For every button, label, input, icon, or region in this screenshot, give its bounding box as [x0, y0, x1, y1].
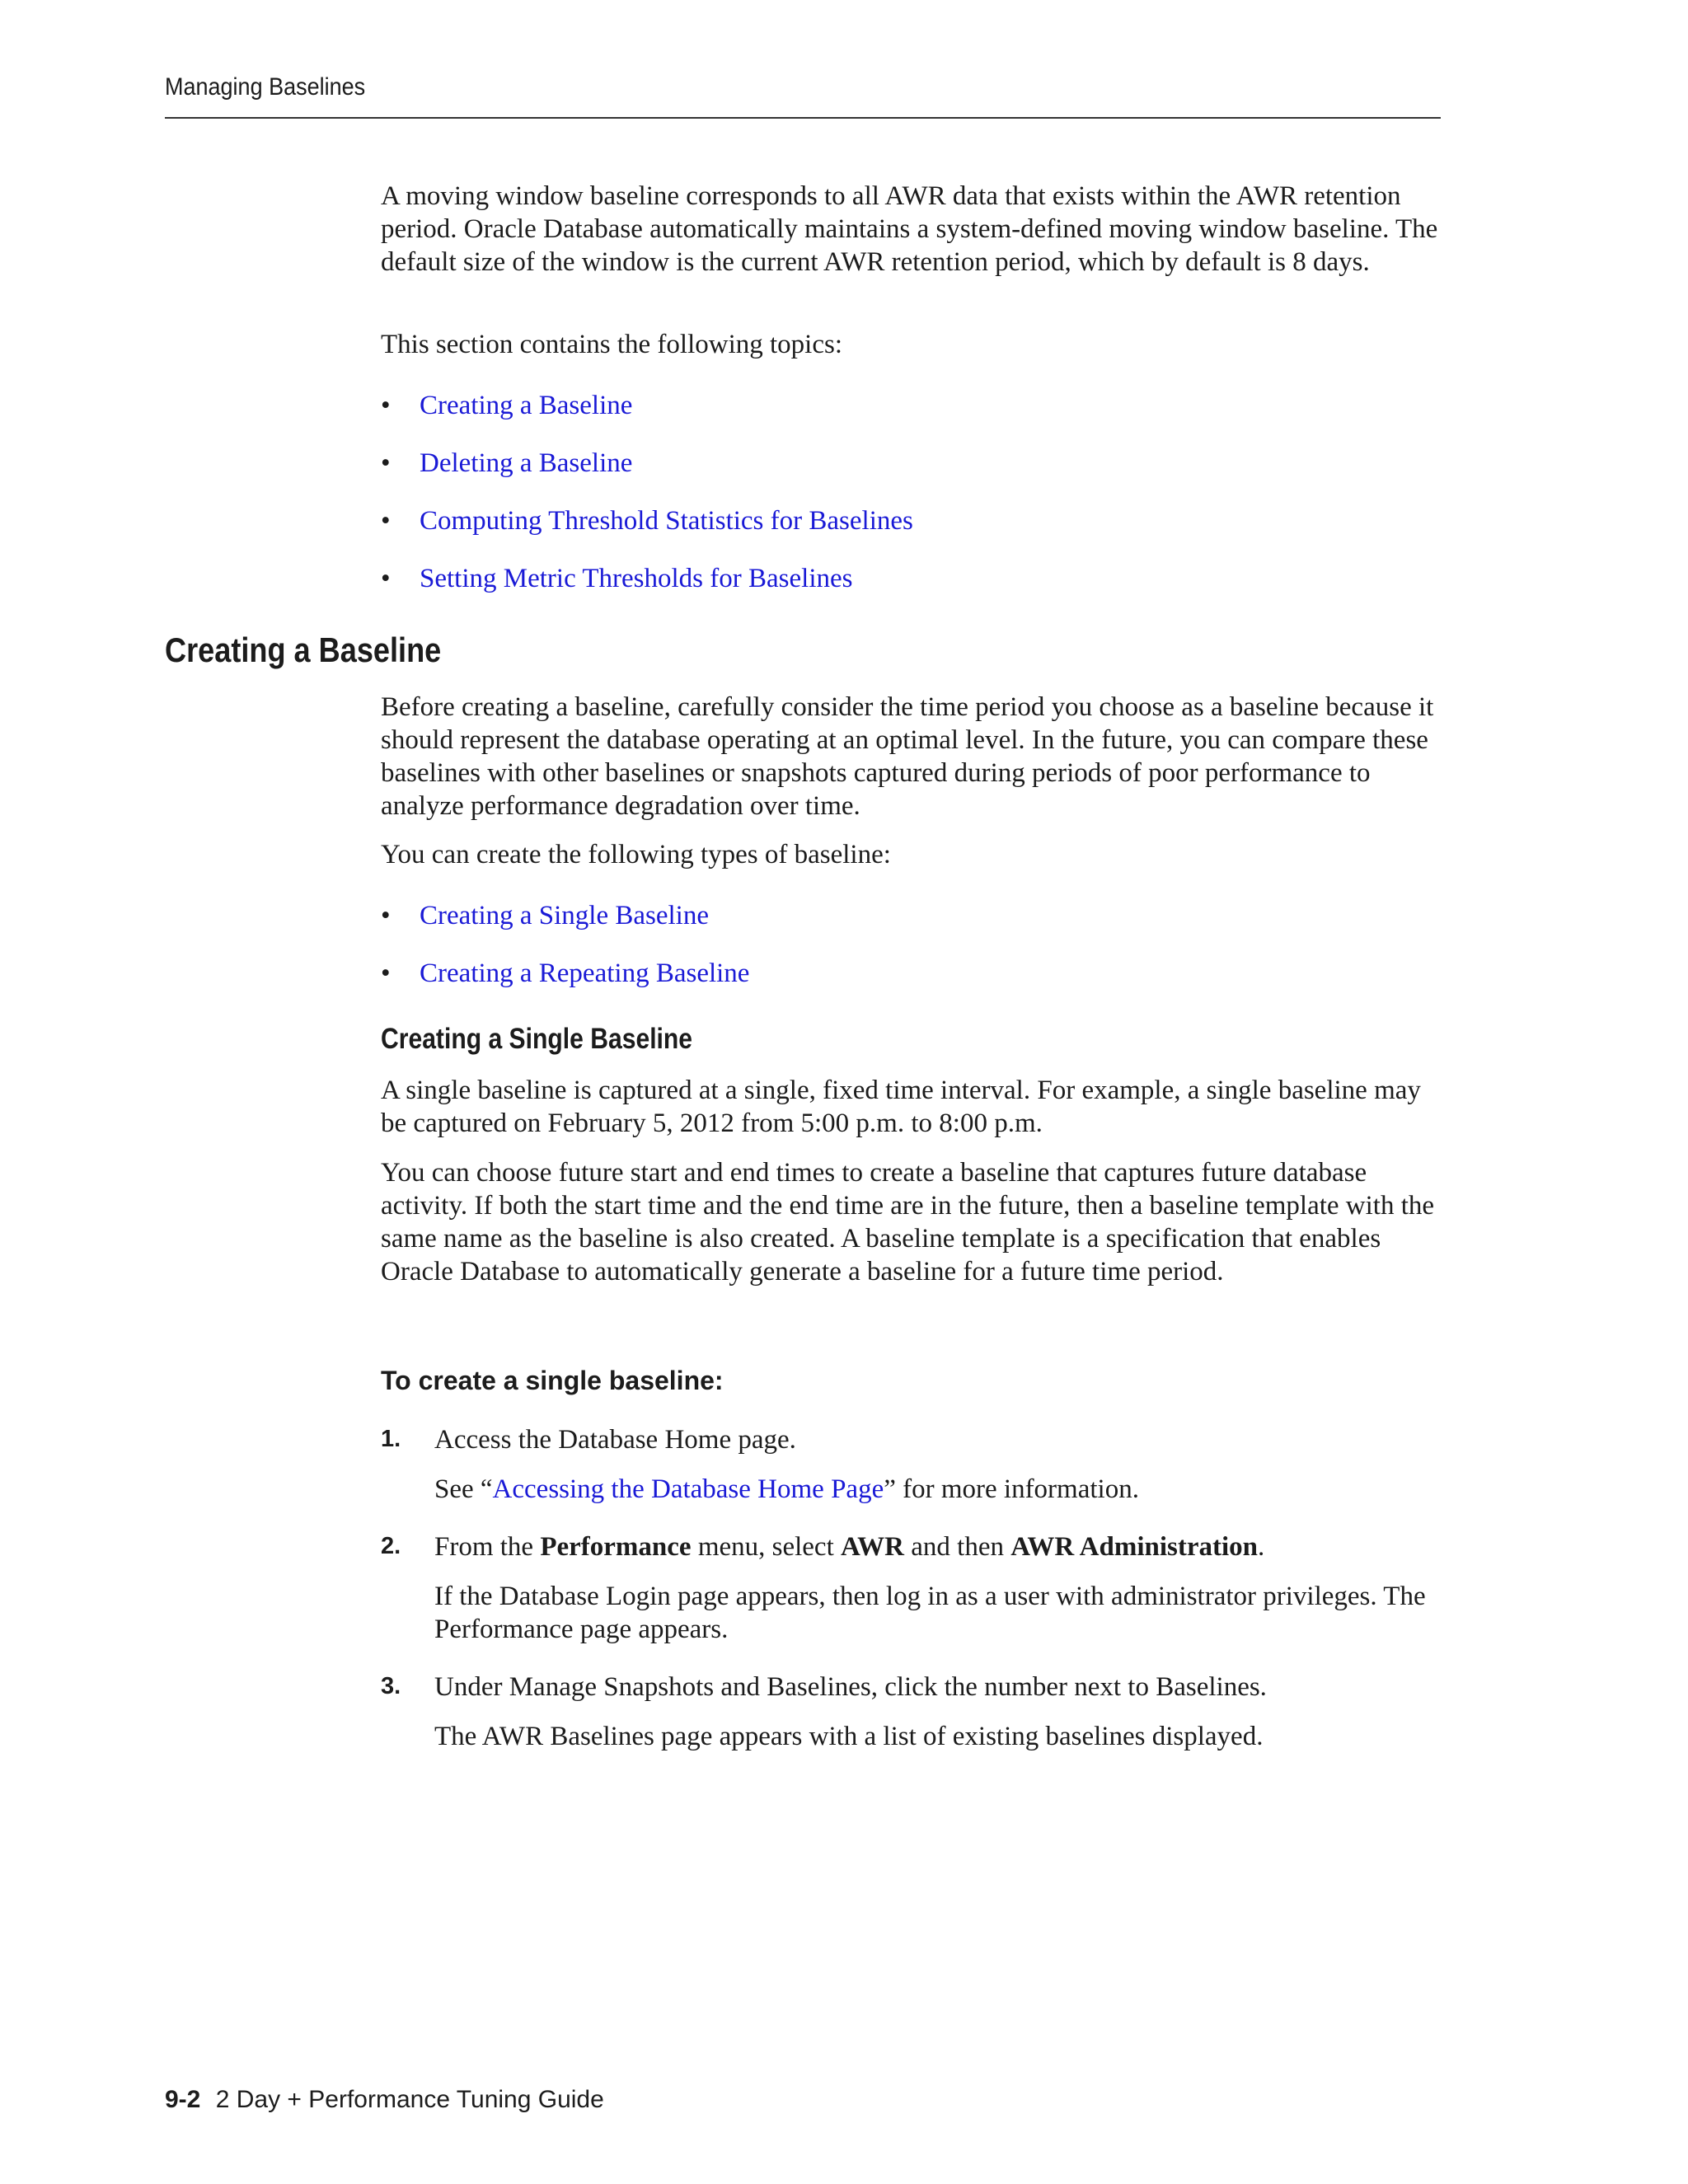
bullet-icon: •	[381, 958, 391, 988]
link-accessing-database-home-page[interactable]: Accessing the Database Home Page	[492, 1474, 884, 1504]
bullet-icon: •	[381, 506, 391, 536]
bullet-icon: •	[381, 448, 391, 478]
page-footer	[165, 2086, 604, 2114]
step-3-note: The AWR Baselines page appears with a list of existing baselines displayed.	[434, 1722, 1264, 1751]
section-heading-creating-baseline: Creating a Baseline	[165, 630, 442, 669]
link-computing-threshold[interactable]: Computing Threshold Statistics for Baselines	[420, 506, 913, 536]
menu-item-awr-administration: AWR Administration	[1010, 1532, 1259, 1562]
single-baseline-paragraph-2: You can choose future start and end times to create a baseline that captures future database activity. If both the start time and the end time are in the future, then a baseline template with the same name as the baseline is also created. A baseline template is a specification that enables Oracle Database to automatically generate a baseline for a future time period.	[381, 1158, 1435, 1286]
link-deleting-baseline[interactable]: Deleting a Baseline	[420, 448, 633, 478]
link-creating-repeating-baseline[interactable]: Creating a Repeating Baseline	[420, 958, 750, 988]
bullet-icon: •	[381, 391, 391, 420]
list-item	[381, 899, 1444, 957]
list-item	[381, 447, 1444, 504]
bullet-icon: •	[381, 901, 391, 930]
header-rule	[165, 117, 1441, 119]
intro-paragraph: A moving window baseline corresponds to all AWR data that exists within the AWR retention period. Oracle Database automatically maintains a system-defined moving window baseline. The default size of the window is the current AWR retention period, which by default is 8 days.	[381, 181, 1438, 277]
types-list	[381, 899, 1444, 1015]
menu-item-awr: AWR	[841, 1532, 905, 1562]
step-1-note	[434, 1473, 1444, 1506]
step-2-text-c: and then	[904, 1532, 1011, 1562]
creating-baseline-paragraph: Before creating a baseline, carefully consider the time period you choose as a baseline because it should represent the database operating at an optimal level. In the future, you can compare these baselines with other baselines or snapshots captured during periods of poor performance to analyze performance degradation over time.	[381, 692, 1434, 821]
procedure-heading: To create a single baseline:	[381, 1366, 724, 1395]
step-2-text-d: .	[1258, 1532, 1265, 1562]
link-creating-single-baseline[interactable]: Creating a Single Baseline	[420, 901, 709, 930]
step-2-text-b: menu, select	[691, 1532, 841, 1562]
book-title: 2 Day + Performance Tuning Guide	[215, 2086, 604, 2113]
running-header: Managing Baselines	[165, 73, 366, 101]
step-1-note-prefix: See “	[434, 1474, 493, 1504]
types-lead: You can create the following types of baseline:	[381, 840, 891, 869]
link-creating-baseline[interactable]: Creating a Baseline	[420, 391, 633, 420]
step-2-text	[434, 1530, 1444, 1563]
list-item	[381, 562, 1444, 620]
step-3-text: Under Manage Snapshots and Baselines, click the number next to Baselines.	[434, 1672, 1267, 1702]
single-baseline-paragraph-1: A single baseline is captured at a single, fixed time interval. For example, a single baseline may be captured on February 5, 2012 from 5:00 p.m. to 8:00 p.m.	[381, 1076, 1421, 1138]
topics-list	[381, 389, 1444, 620]
step-number-3: 3.	[381, 1673, 401, 1699]
step-1-text: Access the Database Home page.	[434, 1425, 796, 1455]
menu-performance: Performance	[540, 1532, 692, 1562]
subsection-heading-single-baseline: Creating a Single Baseline	[381, 1023, 693, 1055]
step-2-note: If the Database Login page appears, then log in as a user with administrator privileges. The Performance page appears.	[434, 1582, 1426, 1644]
page-number: 9-2	[165, 2086, 201, 2113]
list-item	[381, 504, 1444, 562]
step-1-note-suffix: ” for more information.	[884, 1474, 1139, 1504]
step-number-1: 1.	[381, 1426, 401, 1452]
list-item	[381, 957, 1444, 1015]
step-2-text-a: From the	[434, 1532, 541, 1562]
step-number-2: 2.	[381, 1533, 401, 1559]
bullet-icon: •	[381, 564, 391, 593]
link-setting-metric-thresholds[interactable]: Setting Metric Thresholds for Baselines	[420, 564, 853, 593]
topics-lead: This section contains the following topics:	[381, 330, 843, 359]
list-item	[381, 389, 1444, 447]
